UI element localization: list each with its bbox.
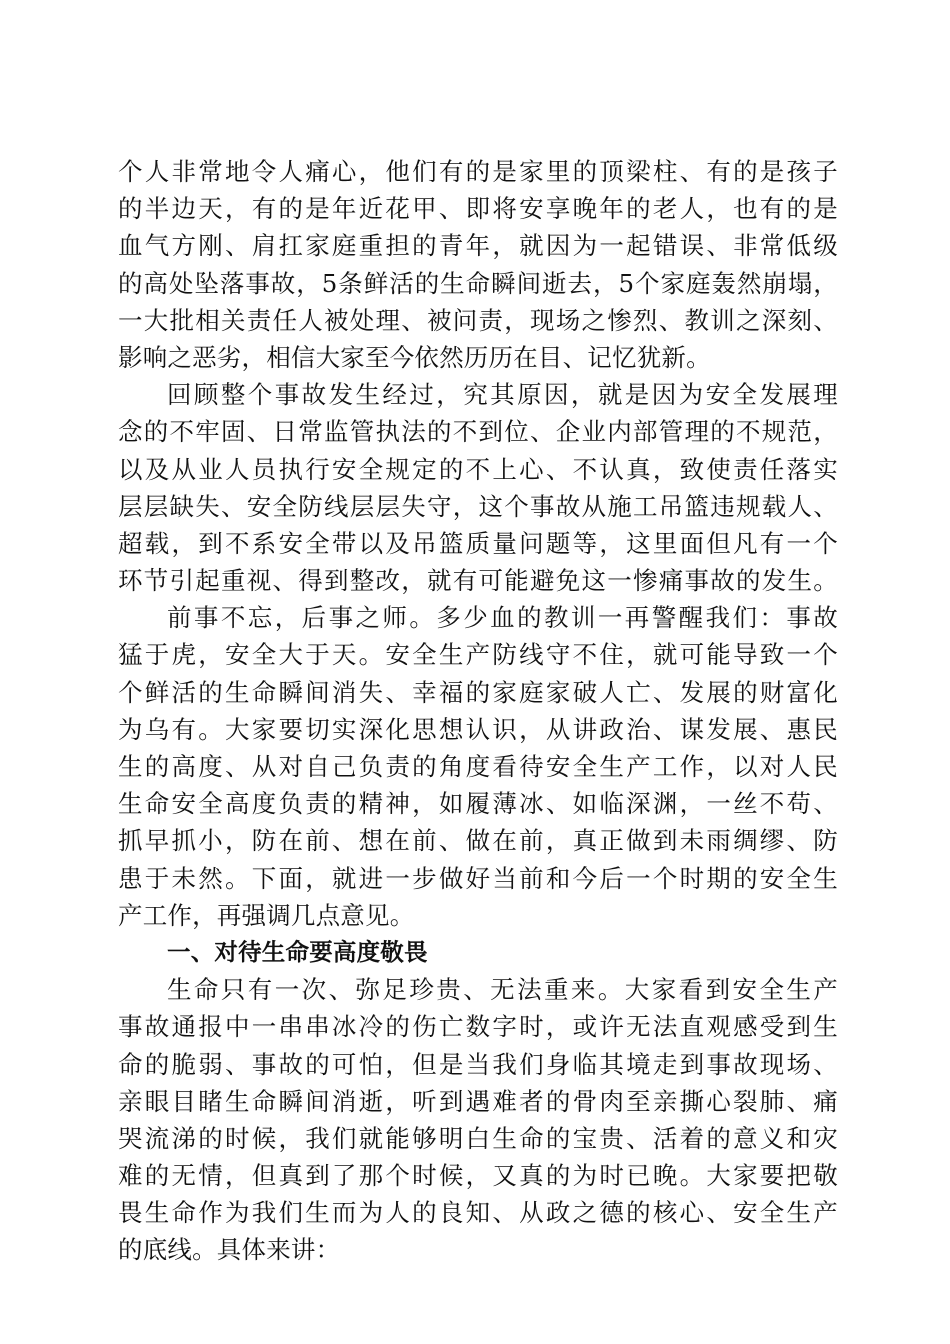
text-line: 的底线。具体来讲： (118, 1235, 341, 1265)
text-line: 个人非常地令人痛心，他们有的是家里的顶梁柱、有的是孩子 (118, 157, 838, 186)
text-line: 患于未然。下面，就进一步做好当前和今后一个时期的安全生 (118, 863, 838, 893)
section-title: 一、对待生命要高度敬畏 (167, 937, 428, 966)
paragraph-respect-life (118, 971, 838, 1269)
text-line: 环节引起重视、得到整改，就有可能避免这一惨痛事故的发生。 (118, 566, 838, 596)
text-line: 生命安全高度负责的精神，如履薄冰、如临深渊，一丝不苟、 (118, 789, 838, 819)
paragraph-continuation (118, 153, 838, 376)
text-line: 回顾整个事故发生经过，究其原因，就是因为安全发展理 (167, 380, 838, 410)
text-line: 影响之恶劣，相信大家至今依然历历在目、记忆犹新。 (118, 342, 711, 372)
text-line: 前事不忘，后事之师。多少血的教训一再警醒我们：事故 (167, 603, 838, 633)
section-heading (118, 934, 838, 971)
text-line: 抓早抓小，防在前、想在前、做在前，真正做到未雨绸缪、防 (118, 826, 838, 856)
text-line: 亲眼目睹生命瞬间消逝，听到遇难者的骨肉至亲撕心裂肺、痛 (118, 1086, 838, 1116)
text-line: 产工作，再强调几点意见。 (118, 900, 415, 930)
text-line: 事故通报中一串串冰冷的伤亡数字时，或许无法直观感受到生 (118, 1012, 838, 1042)
text-line: 畏生命作为我们生而为人的良知、从政之德的核心、安全生产 (118, 1198, 838, 1228)
text-line: 层层缺失、安全防线层层失守，这个事故从施工吊篮违规载人、 (118, 491, 838, 521)
text-line: 一大批相关责任人被处理、被问责，现场之惨烈、教训之深刻、 (118, 305, 838, 335)
text-line: 命的脆弱、事故的可怕，但是当我们身临其境走到事故现场、 (118, 1049, 838, 1079)
text-line: 的半边天，有的是年近花甲、即将安享晚年的老人，也有的是 (118, 194, 838, 224)
text-line: 的高处坠落事故，5条鲜活的生命瞬间逝去，5个家庭轰然崩塌， (118, 268, 838, 298)
text-line: 个鲜活的生命瞬间消失、幸福的家庭家破人亡、发展的财富化 (118, 677, 838, 707)
text-line: 生的高度、从对自己负责的角度看待安全生产工作，以对人民 (118, 752, 838, 781)
text-line: 难的无情，但真到了那个时候，又真的为时已晚。大家要把敬 (118, 1161, 838, 1191)
text-line: 为乌有。大家要切实深化思想认识，从讲政治、谋发展、惠民 (118, 714, 838, 744)
text-line: 以及从业人员执行安全规定的不上心、不认真，致使责任落实 (118, 454, 838, 484)
text-line: 念的不牢固、日常监管执法的不到位、企业内部管理的不规范， (118, 417, 838, 447)
paragraph-review (118, 376, 838, 599)
text-line: 超载，到不系安全带以及吊篮质量问题等，这里面但凡有一个 (118, 528, 838, 558)
text-line: 猛于虎，安全大于天。安全生产防线守不住，就可能导致一个 (118, 640, 838, 670)
paragraph-lessons (118, 599, 838, 934)
text-line: 哭流涕的时候，我们就能够明白生命的宝贵、活着的意义和灾 (118, 1123, 838, 1153)
document-body (118, 153, 838, 1269)
text-line: 血气方刚、肩扛家庭重担的青年，就因为一起错误、非常低级 (118, 231, 838, 261)
text-line: 生命只有一次、弥足珍贵、无法重来。大家看到安全生产 (167, 975, 838, 1005)
